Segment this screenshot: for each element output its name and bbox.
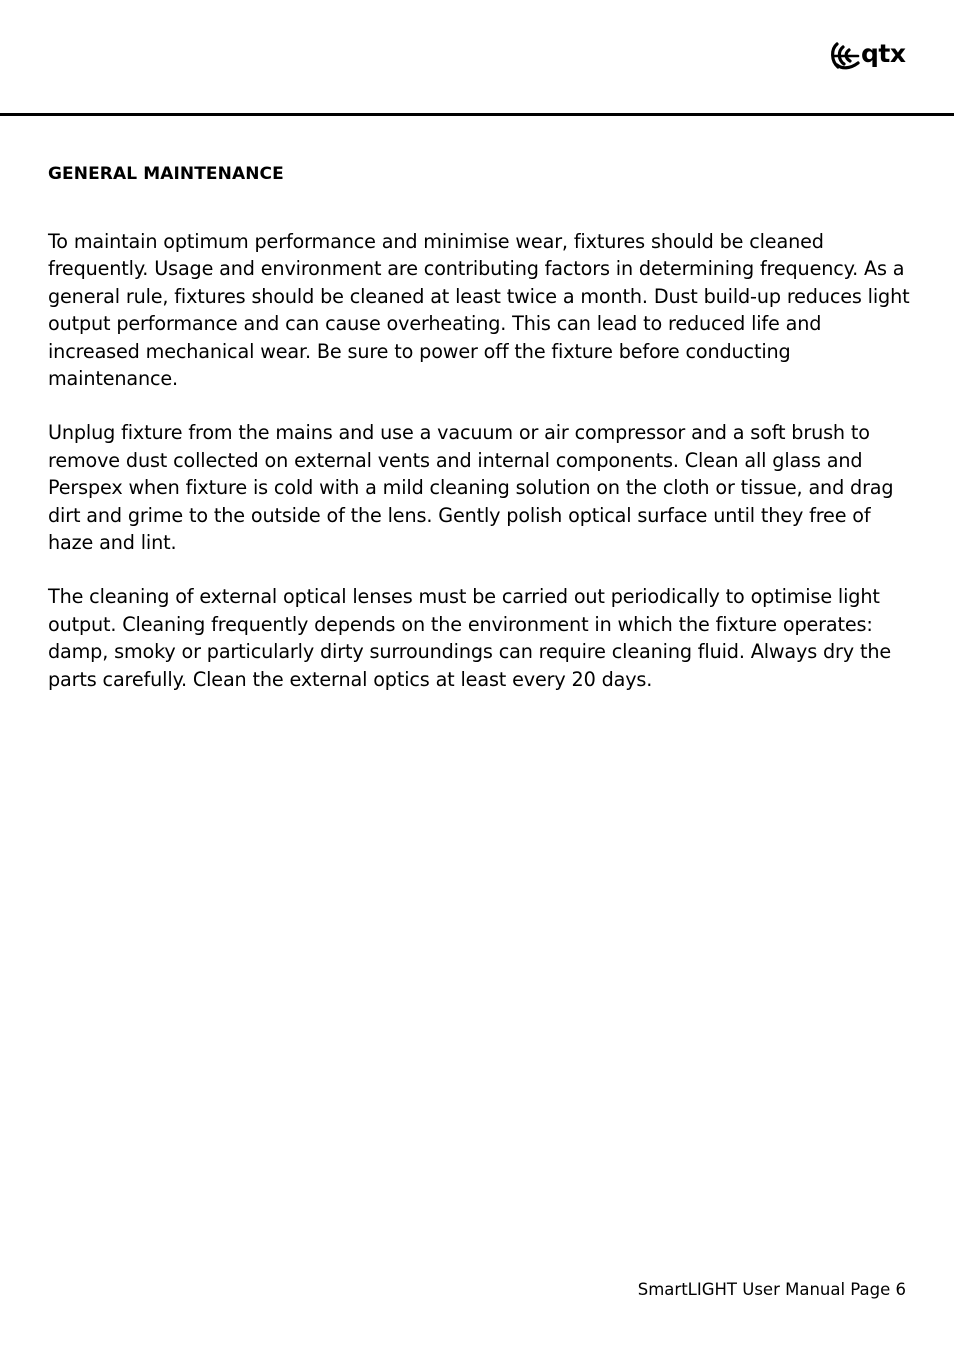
header-divider [0,113,954,116]
paragraph-cleaning-procedure: Unplug fixture from the mains and use a vacuum or air compressor and a soft brush to remove dust collected on external vents and internal components. Clean all glass and Perspex when fixture is cold with a mild cleaning solution on the cloth or tissue, and drag dirt and grime to the outside of the lens. Gently polish optical surface until they free of haze and lint. [48,421,894,555]
page-header [0,0,954,116]
paragraph-cleaning-frequency: To maintain optimum performance and minimise wear, fixtures should be cleaned frequently. Usage and environment are contributing factors in determining frequency. As a general rule, fixtures should be cleaned at least twice a month. Dust build-up reduces light output performance and can cause overheating. This can lead to reduced life and increased mechanical wear. Be sure to power off the fixture before conducting maintenance. [48,230,910,391]
page-content [48,160,918,720]
page-footer: SmartLIGHT User Manual Page 6 [637,1280,906,1299]
paragraph-lens-cleaning: The cleaning of external optical lenses must be carried out periodically to optimise light output. Cleaning frequently depends on the environment in which the fixture operates: damp, smoky or particularly dirty surroundings can require cleaning fluid. Always dry the parts carefully. Clean the external optics at least every 20 days. [48,585,891,691]
logo-wordmark: qtx [861,39,906,68]
brand-logo [828,40,908,72]
section-title: GENERAL MAINTENANCE [48,164,284,184]
qtx-waves-logo-icon [828,41,860,71]
